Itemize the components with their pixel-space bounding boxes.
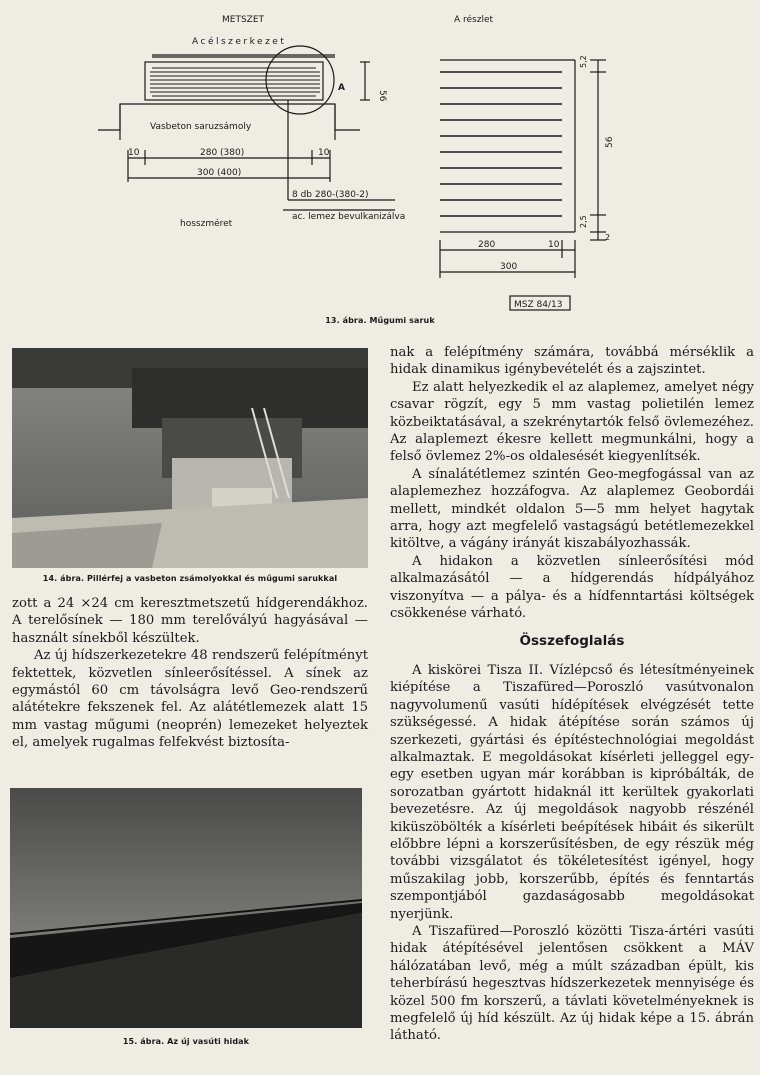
summary-paragraph-1: A kiskörei Tisza II. Vízlépcső és létesítményeinek kiépítése a Tiszafüred—Poroszló vasútvonalon nagyvolumenű vasúti hídépítések elvégzését tette szükségessé. A hidak átépítése során számos új szerkezeti, gyártási és építéstechnológiai megoldást alkalmaztak. E megoldásokat kísérleti jelleggel egy-egy esetben ugyan már korábban is kipróbálták, de sorozatban gyártott hidaknál itt kerültek gyakorlati bevezetésre. Az új megoldások nagyobb részénél kiküszöbölték a kísérleti beépítések hibáit és sikerült előbbre lépni a korszerűsítésben, de egy részük még további vizsgálatot és tökéletesítést igényel, hogy műszakilag jobb, korszerűbb, építés és fenntartás szempontjából gazdaságosabb megoldásokat nyerjünk. [390, 662, 754, 922]
dim-10-a: 10 [128, 148, 140, 158]
left-paragraph-2: Az új hídszerkezetekre 48 rendszerű felépítményt fektettek, közvetlen sínleerősítéssel. A sínek az egymástól 60 cm távolságra levő Geo-rendszerű alátétekre fekszenek fel. Az alátétlemezek alatt 15 mm vastag műgumi (neoprén) lemezeket helyeztek el, amelyek rugalmas felfekvést biztosíta- [12, 648, 368, 751]
figure-14-caption: 14. ábra. Pillérfej a vasbeton zsámolyokkal és műgumi sarukkal [42, 574, 338, 583]
left-column-text [12, 595, 368, 752]
label-metszet: METSZET [222, 15, 265, 25]
label-lemez-count: 8 db 280-(380-2) [292, 190, 369, 200]
figure-13-drawing [0, 0, 760, 325]
dim-280-380: 280 (380) [200, 148, 245, 158]
right-paragraph-1: nak a felépítmény számára, továbbá mérséklik a hidak dinamikus igénybevételét és a zajszintet. [390, 345, 754, 378]
figure-15-photo [10, 788, 362, 1028]
label-acelszerkezet: Acélszerkezet [192, 37, 287, 47]
summary-heading: Összefoglalás [519, 632, 625, 649]
dim-56-right: 56 [605, 136, 615, 148]
summary-paragraph-2: A Tiszafüred—Poroszló közötti Tisza-ártéri vasúti hidak átépítésével jelentősen csökkent a MÁV hálózatában levő, még a múlt században épült, kis teherbírású hegesztvas hídszerkezetek mennyisége és közel 500 fm korszerű, a távlati követelményeknek is megfelelő új híd készült. Az új hidak képe a 15. ábrán látható. [390, 924, 754, 1044]
right-paragraph-3: A sínalátétlemez szintén Geo-megfogással van az alaplemezhez hozzáfogva. Az alaplemez Geobordái mellett, mindkét oldalon 5—5 mm helyet hagytak arra, hogy azt megfelelő vastagságú betétlemezekkel kitöltve, a vágány irányát kiszabályozhassák. [390, 466, 754, 552]
left-paragraph-1: zott a 24 ×24 cm keresztmetszetű hídgerendákhoz. A terelősínek — 180 mm terelővályú hagyásával — használt sínekből készültek. [12, 596, 368, 646]
label-a-reszlet: A részlet [454, 15, 494, 25]
label-a-mark: A [338, 83, 345, 93]
label-vasbeton: Vasbeton saruzsámoly [150, 122, 252, 132]
label-lemez-desc: ac. lemez bevulkanizálva [292, 212, 406, 222]
label-msz: MSZ 84/13 [514, 300, 563, 310]
dim-5-2: 5,2 [579, 55, 588, 68]
figure-14-photo [12, 348, 368, 568]
figure-13-caption: 13. ábra. Műgumi saruk [325, 316, 435, 325]
dim-300-detail: 300 [500, 262, 518, 272]
dim-10-b: 10 [318, 148, 330, 158]
label-hosszmeret: hosszméret [180, 219, 233, 229]
dim-280-detail: 280 [478, 240, 496, 250]
dim-56-left: 56 [377, 90, 387, 102]
right-column-text [390, 344, 754, 1045]
right-paragraph-4: A hidakon a közvetlen sínleerősítési mód alkalmazásától — a hídgerendás hídpályához viszonyítva — a pálya- és a hídfenntartási költségek csökkenése várható. [390, 553, 754, 622]
figure-15-caption: 15. ábra. Az új vasúti hidak [122, 1037, 250, 1046]
dim-2-5: 2,5 [579, 215, 588, 228]
dim-300-400: 300 (400) [197, 168, 242, 178]
right-paragraph-2: Ez alatt helyezkedik el az alaplemez, amelyet négy csavar rögzít, egy 5 mm vastag polietilén lemez közbeiktatásával, a szekrénytartók felső övlemezéhez. Az alaplemezt ékesre kellett megmunkálni, hogy a felső övlemez 2%-os oldalesését kiegyenlítsék. [390, 379, 754, 465]
dim-10-detail: 10 [548, 240, 560, 250]
dim-2: 2 [605, 233, 611, 242]
